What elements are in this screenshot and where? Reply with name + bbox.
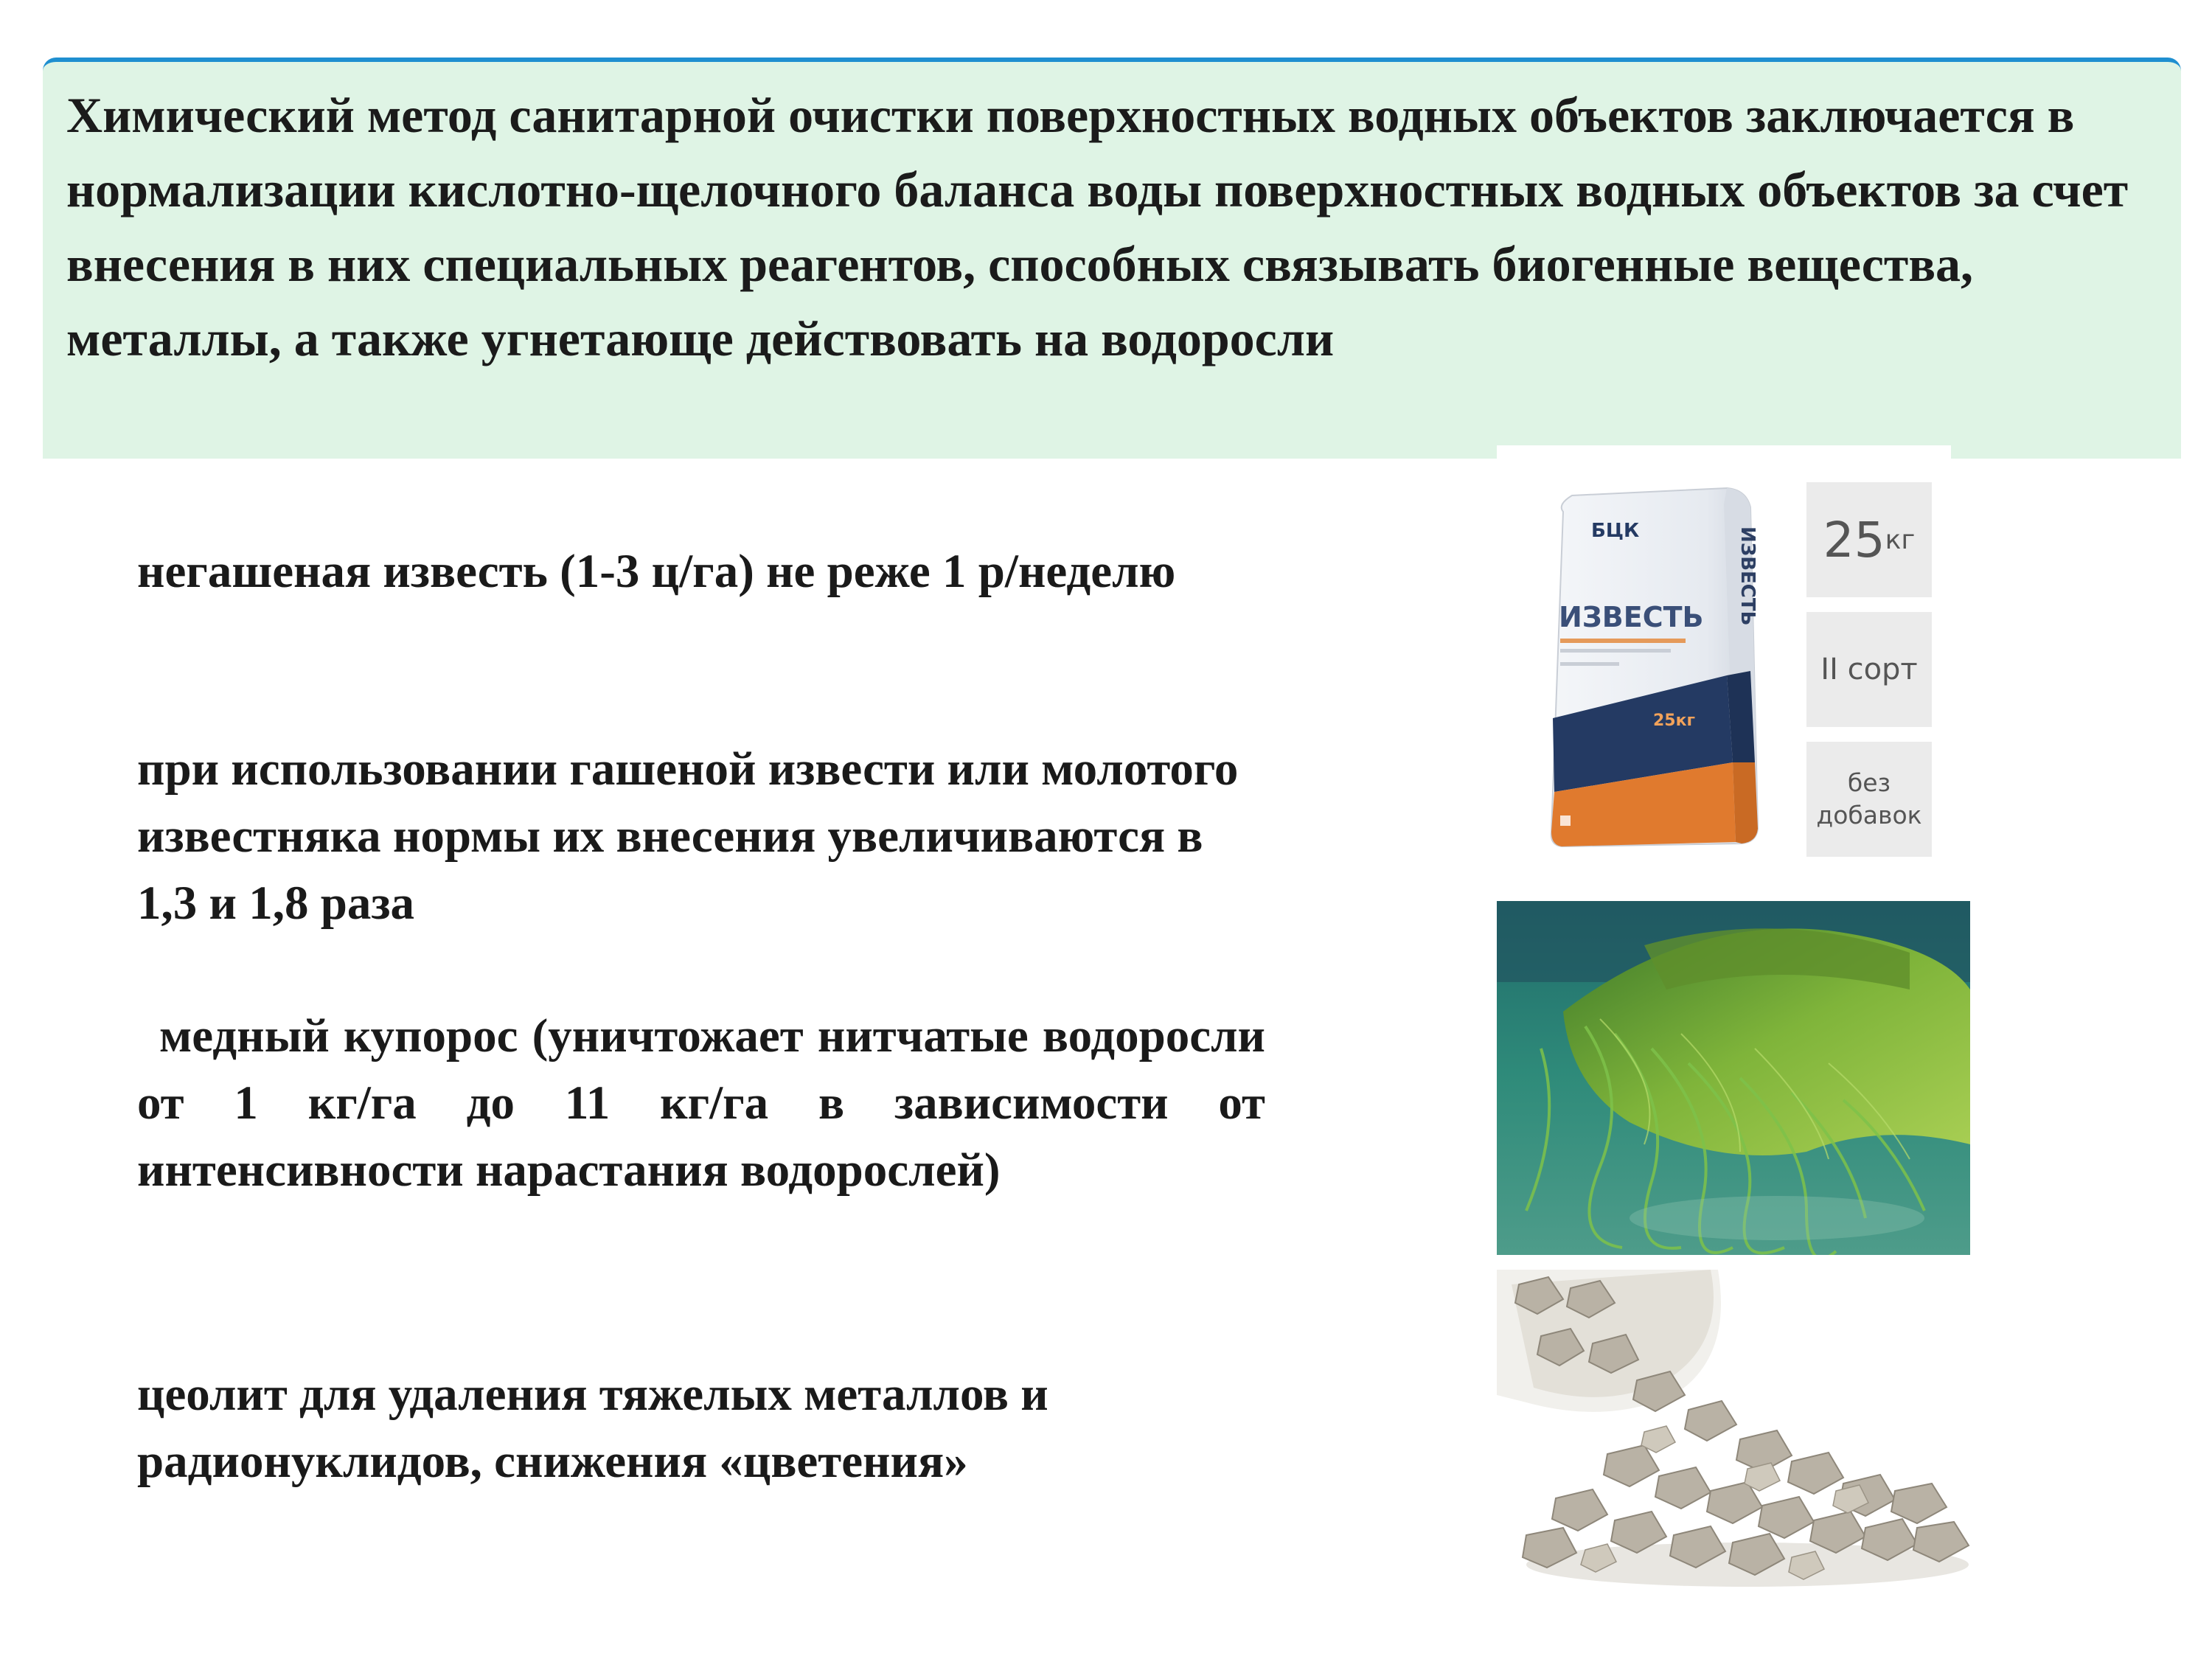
lime-product-image <box>1497 445 1951 863</box>
spec-additives-line1: без <box>1847 768 1891 797</box>
zeolite-illustration <box>1497 1270 1998 1594</box>
algae-illustration <box>1497 901 1970 1255</box>
spec-weight-unit: кг <box>1885 524 1916 555</box>
title-box <box>43 58 2181 459</box>
item-quicklime: негашеная известь (1-3 ц/га) не реже 1 р/неделю <box>137 545 1176 598</box>
spec-additives-badge <box>1806 742 1932 857</box>
item-copper-sulfate: медный купорос (уничтожает нитчатые водоросли от 1 кг/га до 11 кг/га в зависимости от интенсивности нарастания водорослей) <box>137 1009 1265 1197</box>
lime-bag-illustration <box>1543 482 1786 848</box>
spec-weight-badge <box>1806 482 1932 597</box>
algae-photo <box>1497 901 1970 1255</box>
spec-grade-badge <box>1806 612 1932 727</box>
spec-weight-number: 25 <box>1823 511 1885 568</box>
bag-product-name: ИЗВЕСТЬ <box>1559 601 1704 633</box>
slide-title: Химический метод санитарной очистки поверхностных водных объектов заключается в нормализации кислотно-щелочного баланса воды поверхностных водных объектов за счет внесения в них специальных реагентов, способных связывать биогенные вещества, металлы, а также угнетающе действовать на водоросли <box>66 87 2129 366</box>
item-slaked-lime: при использовании гашеной извести или молотого известняка нормы их внесения увеличиваются в 1,3 и 1,8 раза <box>137 742 1239 930</box>
bag-brand: БЦК <box>1591 520 1640 542</box>
spec-grade-text: II сорт <box>1820 653 1918 686</box>
bag-side-label: ИЗВЕСТЬ <box>1736 526 1759 626</box>
zeolite-photo <box>1497 1270 1998 1594</box>
bag-weight: 25кг <box>1653 712 1696 730</box>
spec-additives-line2: добавок <box>1816 801 1922 830</box>
item-zeolite: цеолит для удаления тяжелых металлов и радионуклидов, снижения «цветения» <box>137 1368 1048 1488</box>
